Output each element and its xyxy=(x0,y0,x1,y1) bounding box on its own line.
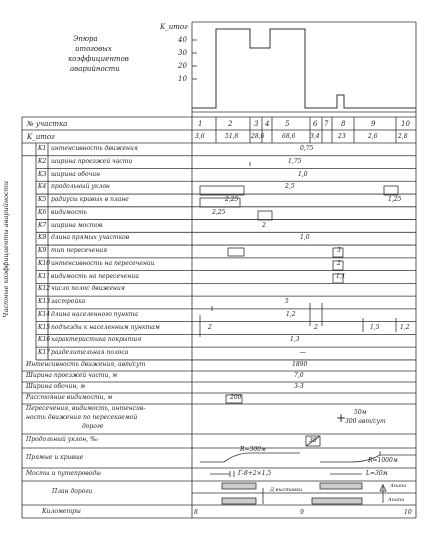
factor-code: K10 xyxy=(38,259,51,267)
bridges-label: Мосты и путепроводы xyxy=(26,470,102,477)
total-value: 3,4 xyxy=(310,133,320,140)
factor-code: K5 xyxy=(38,196,47,204)
factor-value: 2,25 xyxy=(225,196,239,204)
factor-value: 2,5 xyxy=(285,183,295,191)
side-label: Частные коэффициенты аварийности xyxy=(2,180,11,318)
factor-name: длина населенного пункта xyxy=(51,310,138,318)
factor-code: K6 xyxy=(38,208,47,216)
chart-title-line: коэффициентов xyxy=(68,55,129,63)
factor-name: видимость xyxy=(51,208,87,216)
factor-name: длина прямых участков xyxy=(51,234,130,242)
section-number: 10 xyxy=(401,120,410,128)
factor-value: 1,2 xyxy=(400,323,410,331)
factor-name: тип пересечения xyxy=(51,247,108,255)
factor-code: K11 xyxy=(38,272,51,280)
factor-value: 2 xyxy=(337,259,341,267)
factor-code: K15 xyxy=(38,323,51,331)
chart-title-line: Эпюра xyxy=(73,35,98,43)
symbol-label: K_итог xyxy=(160,23,188,31)
factor-value: 0,75 xyxy=(300,145,314,152)
curves-label: Прямые и кривые xyxy=(26,454,84,461)
info-value: 3-3 xyxy=(294,383,304,390)
chart-title-line: итоговых xyxy=(75,45,112,53)
section-number: 6 xyxy=(313,120,318,128)
total-value: 68,6 xyxy=(282,133,296,140)
factor-name: ширина проезжей части xyxy=(51,157,133,165)
total-value: 2,8 xyxy=(398,133,408,140)
factor-name: интенсивность на пересечении xyxy=(51,259,155,267)
factor-code: K9 xyxy=(38,247,47,255)
section-number: 4 xyxy=(265,120,270,128)
info-label: Ширина обочин, м xyxy=(26,383,86,390)
factor-value: 1,75 xyxy=(288,157,302,165)
factor-value: 2 xyxy=(262,221,266,229)
crossing-label: дороге xyxy=(82,423,104,430)
section-number: 1 xyxy=(198,120,203,128)
grade-value: 30 xyxy=(309,437,317,444)
factor-code: K8 xyxy=(38,234,47,242)
info-value: 7,0 xyxy=(294,372,304,379)
factor-value: 1,5 xyxy=(370,323,380,331)
factor-name: характеристика покрытия xyxy=(51,336,142,344)
section-number: 3 xyxy=(254,120,259,128)
info-value: 200 xyxy=(230,394,242,401)
level-label: 10 xyxy=(178,75,187,83)
total-value: 23 xyxy=(338,133,346,140)
factor-value: 2 xyxy=(208,323,212,331)
factor-code: K4 xyxy=(38,183,47,191)
total-value: 28,6 xyxy=(251,133,265,140)
plan-place: Анапа xyxy=(390,483,407,489)
plan-place: Анапа xyxy=(388,497,405,503)
info-label: Ширина проезжей части, м xyxy=(26,372,118,379)
factor-name: ширина обочин xyxy=(51,170,101,178)
plan-label: План дороги xyxy=(52,488,93,495)
bridge-dims: Г-8+2×1,5 xyxy=(238,470,272,477)
level-label: 30 xyxy=(178,49,187,57)
factor-code: K14 xyxy=(38,310,51,318)
section-number: 9 xyxy=(371,120,376,128)
section-number: 2 xyxy=(228,120,233,128)
total-value: 2,6 xyxy=(368,133,378,140)
factor-code: K3 xyxy=(38,170,47,178)
level-label: 20 xyxy=(178,62,187,70)
factor-value: 1,1 xyxy=(336,272,346,280)
bridge-length: L=30м xyxy=(366,470,388,477)
km-mark: 8 xyxy=(194,509,198,516)
factor-code: K12 xyxy=(38,285,51,293)
km-mark: 9 xyxy=(300,509,304,516)
crossing-value: 50м xyxy=(354,409,367,416)
factor-code: K17 xyxy=(38,349,51,357)
factor-name: ширина мостов xyxy=(51,221,103,229)
factor-value: 1,25 xyxy=(388,196,402,204)
factor-name: продольный уклон xyxy=(51,183,110,191)
factor-value: 1,3 xyxy=(290,336,300,344)
total-value: 51,8 xyxy=(225,133,239,140)
factor-value: 1,0 xyxy=(300,234,310,242)
info-label: Интенсивность движения, авт/сут xyxy=(26,361,146,368)
factor-name: видимость на пересечении xyxy=(51,272,139,280)
curve-radius: R=1000м xyxy=(368,457,398,464)
level-label: 40 xyxy=(178,36,187,44)
factor-value: 2 xyxy=(314,323,318,331)
curve-radius: R=300м xyxy=(240,446,266,453)
factor-value: 5 xyxy=(285,298,289,306)
total-value: 3,6 xyxy=(195,133,205,140)
factor-name: застройка xyxy=(51,298,86,306)
factor-code: K2 xyxy=(38,157,47,165)
crossing-label: Пересечения, видимость, интенсив- xyxy=(26,405,146,412)
info-value: 1890 xyxy=(292,361,308,368)
factor-code: K16 xyxy=(38,336,51,344)
factor-name: разделительная полоса xyxy=(51,349,129,357)
factor-name: интенсивность движения xyxy=(51,145,138,152)
factor-code: K7 xyxy=(38,221,47,229)
km-label: Километры xyxy=(42,508,81,515)
factor-code: K13 xyxy=(38,298,51,306)
section-number: 5 xyxy=(285,120,290,128)
crossing-label: ность движения по пересекаемой xyxy=(26,414,138,421)
crossing-value: 300 авт/сут xyxy=(345,418,386,425)
factor-name: радиусы кривых в плане xyxy=(51,196,129,204)
plan-kiosk: Д выставки xyxy=(270,487,303,493)
grade-label: Продольный уклон, ‰ xyxy=(26,436,99,443)
factor-name: число полос движения xyxy=(51,285,125,293)
total-label: K_итог xyxy=(27,133,55,141)
factor-value: 3 xyxy=(337,247,341,255)
section-number: 7 xyxy=(324,120,329,128)
info-label: Расстояние видимости, м xyxy=(26,394,113,401)
epure-line xyxy=(192,29,416,108)
factor-value: 1,2 xyxy=(286,310,296,318)
km-mark: 10 xyxy=(404,509,412,516)
factor-value: — xyxy=(300,349,306,357)
crossing-plus: + xyxy=(336,411,347,425)
factor-value: 1,0 xyxy=(298,170,308,178)
factor-name: подъезды к населенным пунктам xyxy=(51,323,160,331)
section-number: 8 xyxy=(341,120,346,128)
chart-title-line: аварийности xyxy=(70,65,120,73)
factor-code: K1 xyxy=(38,145,47,152)
factor-value: 2,25 xyxy=(212,208,226,216)
section-label: № участка xyxy=(27,120,68,128)
